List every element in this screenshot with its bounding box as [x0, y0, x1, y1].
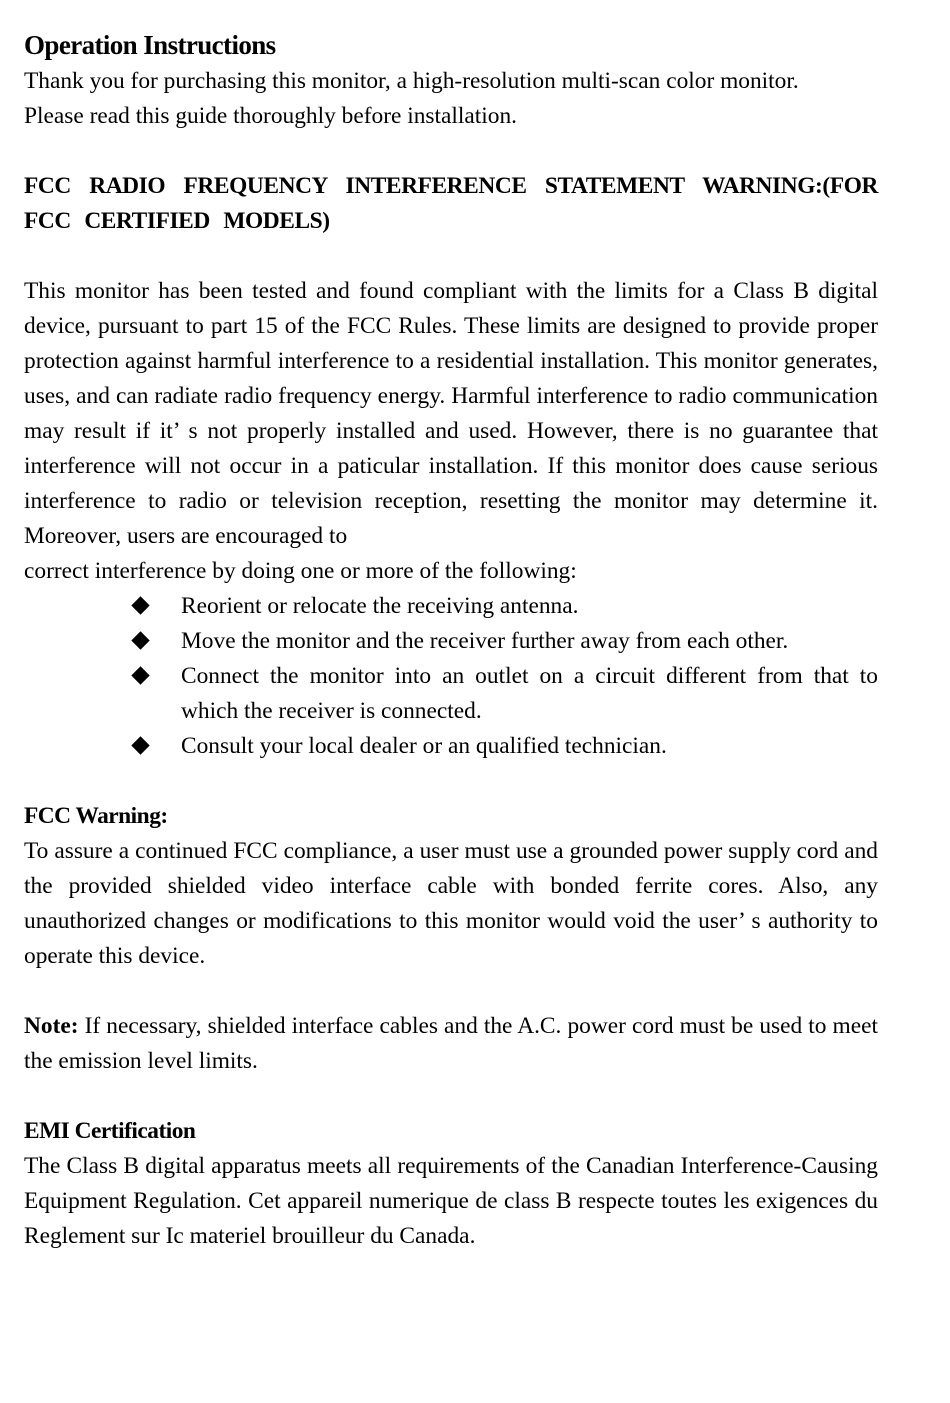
note-label: Note:: [24, 1013, 79, 1039]
list-item: [24, 589, 878, 624]
spacer: [24, 1079, 878, 1114]
emi-heading: EMI Certification: [24, 1118, 196, 1144]
fcc-statement-heading: FCC RADIO FREQUENCY INTERFERENCE STATEMENT WARNING:(FOR FCC CERTIFIED MODELS): [24, 173, 878, 234]
list-item: [24, 659, 878, 729]
list-item-text: Reorient or relocate the receiving antenna.: [181, 593, 579, 619]
fcc-statement-lead-in: correct interference by doing one or more of the following:: [24, 558, 577, 584]
list-item: [24, 624, 878, 659]
fcc-warning-heading: FCC Warning:: [24, 803, 168, 829]
spacer: [24, 764, 878, 799]
note-body: If necessary, shielded interface cables and the A.C. power cord must be used to meet the emission level limits.: [24, 1013, 878, 1074]
fcc-statement-body: This monitor has been tested and found compliant with the limits for a Class B digital device, pursuant to part 15 of the FCC Rules. These limits are designed to provide proper protection against harmful interference to a residential installation. This monitor generates, uses, and can radiate radio frequency energy. Harmful interference to radio communication may result if it’ s not properly installed and used. However, there is no guarantee that interference will not occur in a paticular installation. If this monitor does cause serious interference to radio or television reception, resetting the monitor may determine it. Moreover, users are encouraged to: [24, 278, 878, 549]
diamond-bullet-icon: [131, 589, 151, 624]
note-paragraph: [24, 1009, 878, 1079]
page-title: Operation Instructions: [24, 30, 276, 60]
spacer: [24, 134, 878, 169]
list-item-text: Consult your local dealer or an qualified technician.: [181, 733, 667, 759]
list-item: [24, 729, 878, 764]
fcc-warning-body: To assure a continued FCC compliance, a user must use a grounded power supply cord and the provided shielded video interface cable with bonded ferrite cores. Also, any unauthorized changes or modifications to this monitor would void the user’ s authority to operate this device.: [24, 838, 878, 969]
diamond-bullet-icon: [131, 729, 151, 764]
list-item-text: Move the monitor and the receiver further away from each other.: [181, 628, 789, 654]
diamond-bullet-icon: [131, 624, 151, 659]
interference-remedies-list: [24, 589, 878, 764]
spacer: [24, 239, 878, 274]
diamond-bullet-icon: [131, 659, 151, 694]
emi-body: The Class B digital apparatus meets all requirements of the Canadian Interference-Causing Equipment Regulation. Cet appareil numerique de class B respecte toutes les exigences du Reglement sur Ic materiel brouilleur du Canada.: [24, 1153, 878, 1249]
list-item-text: Connect the monitor into an outlet on a circuit different from that to which the receiver is connected.: [181, 663, 878, 724]
spacer: [24, 974, 878, 1009]
intro-line-1: Thank you for purchasing this monitor, a high-resolution multi-scan color monitor.: [24, 68, 799, 94]
intro-line-2: Please read this guide thoroughly before installation.: [24, 103, 518, 129]
document-page: [24, 26, 878, 1254]
